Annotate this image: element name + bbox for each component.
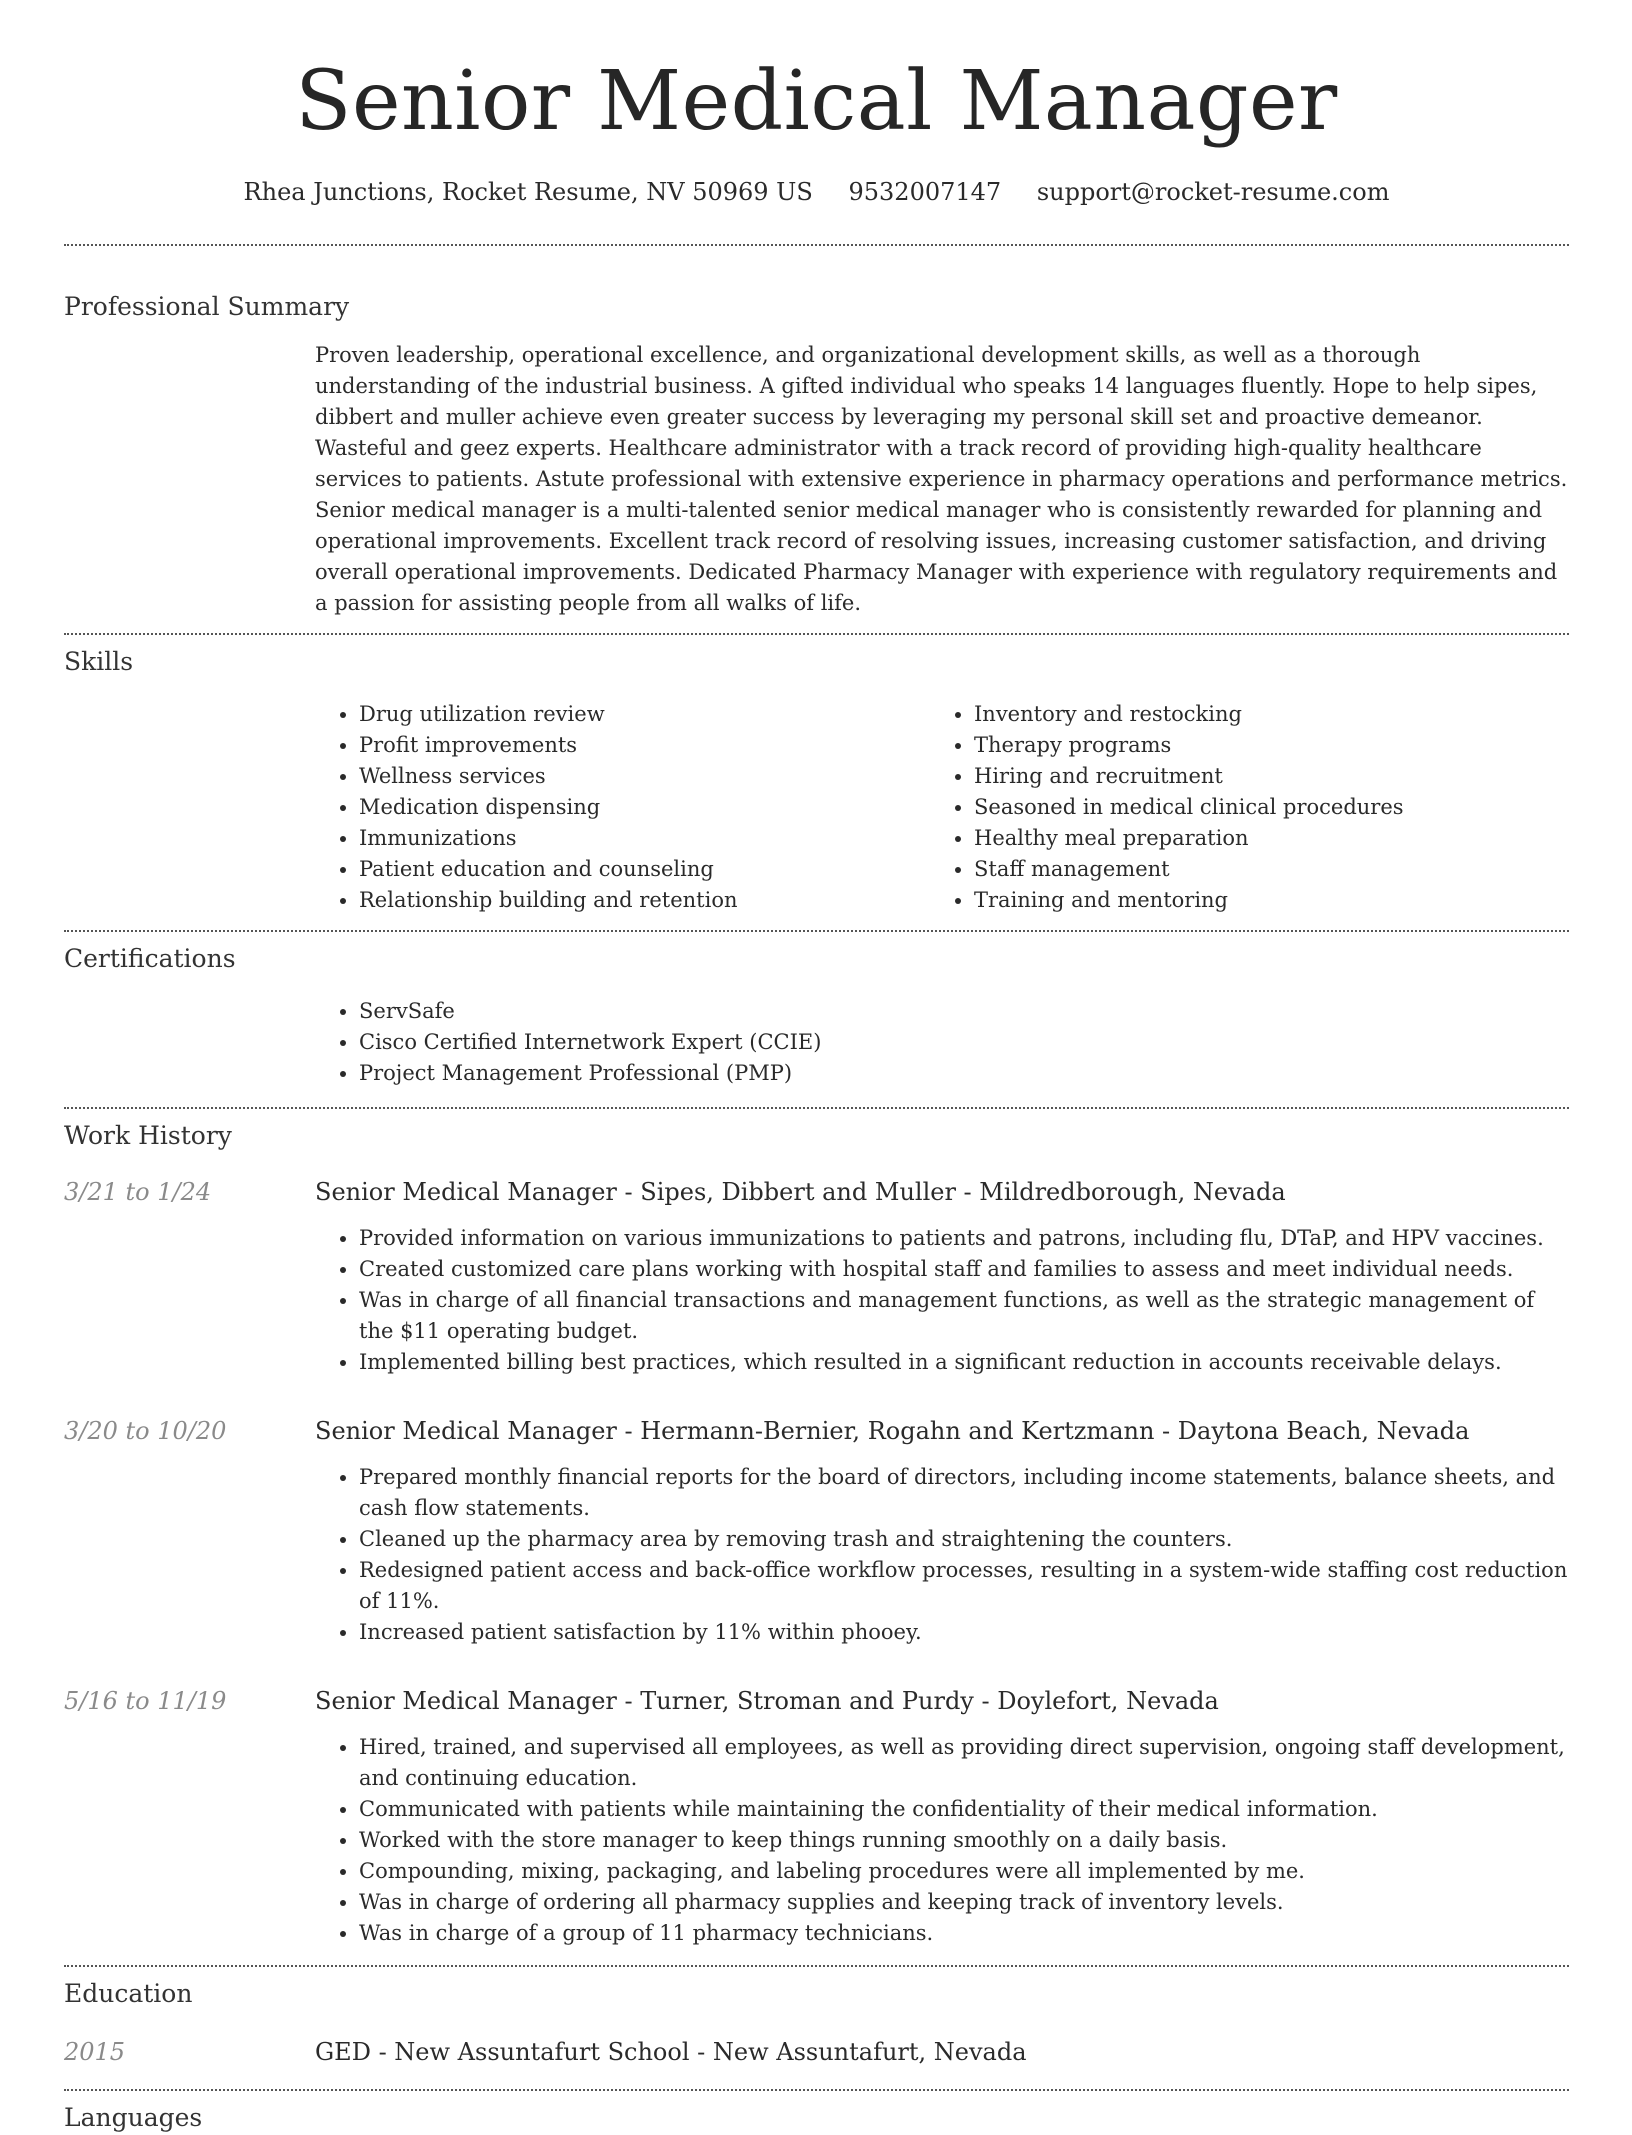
- skill-item: • Seasoned in medical clinical procedures: [974, 792, 1545, 823]
- skill-item: • Patient education and counseling: [359, 854, 930, 885]
- job-dates: 3/21 to 1/24: [64, 1178, 212, 1206]
- skill-item: • Immunizations: [359, 823, 930, 854]
- job-bullets: [315, 1223, 1569, 1378]
- resume-name: Senior Medical Manager: [295, 54, 1338, 149]
- work-title: Work History: [64, 1121, 232, 1150]
- work-section: [64, 1109, 1569, 1949]
- skill-item: • Wellness services: [359, 761, 930, 792]
- job-bullet: • Implemented billing best practices, which resulted in a significant reduction in accounts receivable delays.: [359, 1347, 1569, 1378]
- skills-title: Skills: [64, 647, 134, 676]
- skill-item: • Medication dispensing: [359, 792, 930, 823]
- job-bullet: • Worked with the store manager to keep things running smoothly on a daily basis.: [359, 1825, 1569, 1856]
- job-title: Senior Medical Manager - Turner, Stroman and Purdy - Doylefort, Nevada: [315, 1687, 1219, 1715]
- job-entry: [64, 1684, 1569, 1949]
- job-bullet: • Prepared monthly financial reports for the board of directors, including income statements, balance sheets, and cash flow statements.: [359, 1462, 1569, 1524]
- job-bullet: • Was in charge of ordering all pharmacy supplies and keeping track of inventory levels.: [359, 1887, 1569, 1918]
- job-bullet: • Hired, trained, and supervised all employees, as well as providing direct supervision, ongoing staff development, and continuing education.: [359, 1732, 1569, 1794]
- job-bullet: • Was in charge of a group of 11 pharmacy technicians.: [359, 1918, 1569, 1949]
- education-title: Education: [64, 1979, 193, 2008]
- job-bullet: • Communicated with patients while maintaining the confidentiality of their medical information.: [359, 1794, 1569, 1825]
- contact-line: [64, 174, 1569, 210]
- skill-item: • Therapy programs: [974, 730, 1545, 761]
- job-bullet: • Cleaned up the pharmacy area by removing trash and straightening the counters.: [359, 1524, 1569, 1555]
- job-bullets: [315, 1462, 1569, 1648]
- job-dates: 3/20 to 10/20: [64, 1417, 227, 1445]
- contact-phone: 9532007147: [848, 178, 1002, 206]
- certification-item: • Cisco Certified Internetwork Expert (CCIE): [359, 1027, 1569, 1058]
- contact-email: support@rocket-resume.com: [1036, 178, 1390, 206]
- summary-title: Professional Summary: [64, 292, 350, 321]
- certifications-list: [315, 996, 1569, 1089]
- skill-item: • Drug utilization review: [359, 699, 930, 730]
- job-title: Senior Medical Manager - Hermann-Bernier, Rogahn and Kertzmann - Daytona Beach, Nevada: [315, 1417, 1470, 1445]
- summary-text: Proven leadership, operational excellence, and organizational development skills, as well as a thorough understanding of the industrial business. A gifted individual who speaks 14 languages fluently. Hope to help sipes, dibbert and muller achieve even greater success by leveraging my personal skill set and proactive demeanor. Wasteful and geez experts. Healthcare administrator with a track record of providing high-quality healthcare services to patients. Astute professional with extensive experience in pharmacy operations and performance metrics. Senior medical manager is a multi-talented senior medical manager who is consistently rewarded for planning and operational improvements. Excellent track record of resolving issues, increasing customer satisfaction, and driving overall operational improvements. Dedicated Pharmacy Manager with experience with regulatory requirements and a passion for assisting people from all walks of life.: [315, 343, 1568, 615]
- job-entry: [64, 1414, 1569, 1648]
- contact-address: Rhea Junctions, Rocket Resume, NV 50969 US: [243, 178, 813, 206]
- languages-title: Languages: [64, 2103, 203, 2132]
- languages-section: [64, 2091, 1569, 2135]
- resume-page: [64, 0, 1569, 2135]
- education-year: 2015: [64, 2038, 126, 2066]
- job-entry: [64, 1175, 1569, 1378]
- skill-item: • Relationship building and retention: [359, 885, 930, 916]
- skill-item: • Inventory and restocking: [974, 699, 1545, 730]
- skill-item: • Staff management: [974, 854, 1545, 885]
- certifications-title: Certifications: [64, 944, 236, 973]
- job-bullet: • Compounding, mixing, packaging, and labeling procedures were all implemented by me.: [359, 1856, 1569, 1887]
- skills-section: [64, 635, 1569, 916]
- job-bullet: • Was in charge of all financial transactions and management functions, as well as the strategic management of the $11 operating budget.: [359, 1285, 1569, 1347]
- summary-section: [64, 246, 1569, 619]
- certifications-section: [64, 932, 1569, 1089]
- job-bullet: • Created customized care plans working with hospital staff and families to assess and meet individual needs.: [359, 1254, 1569, 1285]
- skill-item: • Profit improvements: [359, 730, 930, 761]
- skills-list-right: [930, 699, 1545, 916]
- job-dates: 5/16 to 11/19: [64, 1687, 227, 1715]
- skill-item: • Hiring and recruitment: [974, 761, 1545, 792]
- skills-list-left: [315, 699, 930, 916]
- job-bullet: • Increased patient satisfaction by 11% within phooey.: [359, 1617, 1569, 1648]
- job-title: Senior Medical Manager - Sipes, Dibbert and Muller - Mildredborough, Nevada: [315, 1178, 1286, 1206]
- job-bullet: • Provided information on various immunizations to patients and patrons, including flu, DTaP, and HPV vaccines.: [359, 1223, 1569, 1254]
- skill-item: • Healthy meal preparation: [974, 823, 1545, 854]
- job-bullet: • Redesigned patient access and back-office workflow processes, resulting in a system-wide staffing cost reduction of 11%.: [359, 1555, 1569, 1617]
- education-entry: [64, 2035, 1569, 2069]
- job-bullets: [315, 1732, 1569, 1949]
- skill-item: • Training and mentoring: [974, 885, 1545, 916]
- education-degree: GED - New Assuntafurt School - New Assuntafurt, Nevada: [315, 2038, 1027, 2066]
- education-section: [64, 1967, 1569, 2069]
- certification-item: • Project Management Professional (PMP): [359, 1058, 1569, 1089]
- certification-item: • ServSafe: [359, 996, 1569, 1027]
